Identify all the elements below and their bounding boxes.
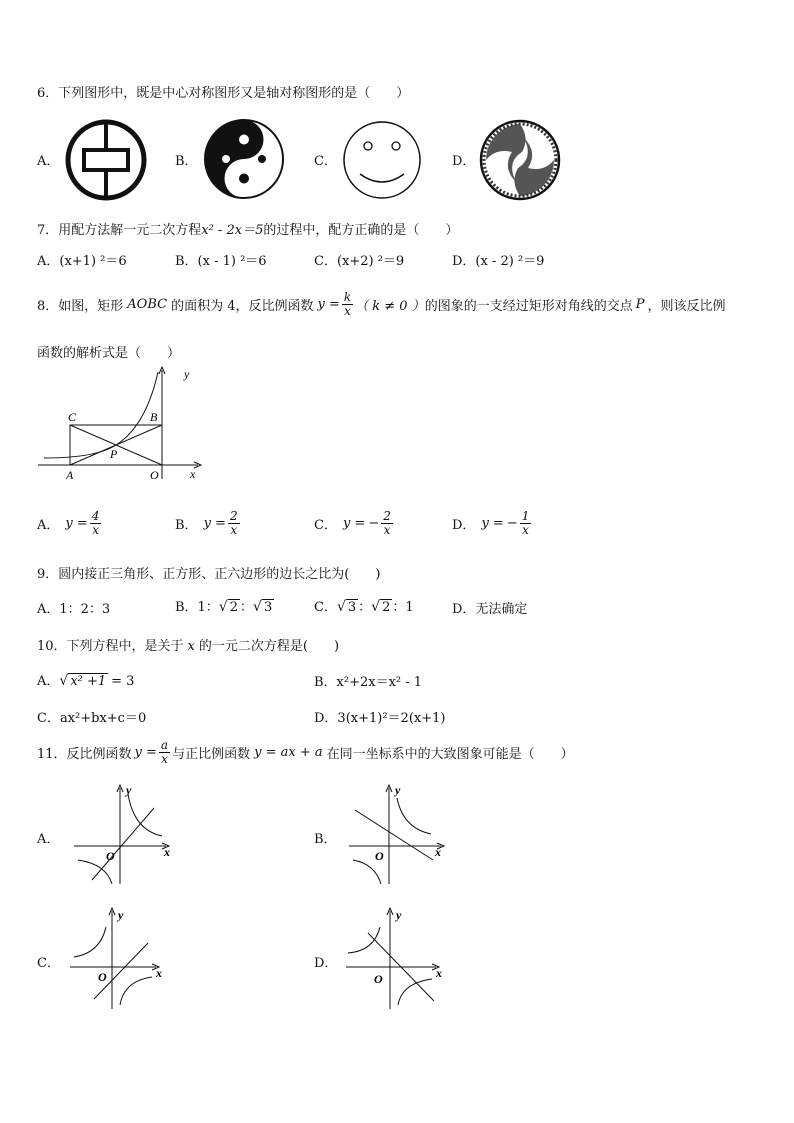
svg-text:O: O	[375, 849, 384, 863]
q7-option-a: A．(x+1) ²＝6	[37, 254, 127, 269]
q8-option-b: B． y = $\frac{2}{x}$	[175, 508, 238, 537]
q6-option-a-label: A．	[37, 154, 60, 169]
q11-graph-a	[70, 780, 185, 888]
q10-option-c: C．ax²+bx+c＝0	[37, 711, 147, 726]
q8-option-c: C． y = − $\frac{2}{x}$	[314, 508, 391, 537]
q6-option-d-label: D．	[452, 154, 476, 169]
svg-text:y: y	[396, 908, 402, 922]
svg-text:y: y	[126, 783, 132, 797]
swirl-logo-icon	[478, 118, 562, 202]
svg-text:x: x	[436, 966, 442, 980]
q11-graph-c	[64, 905, 179, 1013]
q6-option-b-label: B．	[175, 154, 198, 169]
q9-option-a: A．1：2：3	[37, 602, 111, 617]
q8-label-p: P	[110, 447, 118, 461]
q10-option-d: D．3(x+1)²＝2(x+1)	[314, 711, 446, 726]
q11-stem: 11．反比例函数 y = $\frac{a}{x}$ 与正比例函数 y = ax + a 在同一坐标系中的大致图象可能是（ ）	[37, 737, 574, 766]
q7-option-c: C．(x+2) ²＝9	[314, 254, 405, 269]
q8-label-y: y	[184, 367, 190, 381]
q8-figure	[36, 364, 208, 484]
svg-text:O: O	[374, 972, 383, 986]
q8-label-o: O	[150, 468, 159, 482]
q7-option-d: D．(x - 2) ²＝9	[452, 254, 545, 269]
q9-option-d: D．无法确定	[452, 602, 528, 617]
svg-text:y: y	[118, 908, 124, 922]
svg-text:x: x	[435, 845, 441, 859]
sqrt-icon: √	[371, 599, 381, 615]
q10-option-b: B．x²+2x＝x² - 1	[314, 675, 423, 690]
q7-option-b: B．(x - 1) ²＝6	[175, 254, 267, 269]
q11-option-a-label: A．	[37, 832, 60, 847]
q8-stem: 8．如图，矩形 AOBC 的面积为 4，反比例函数 y = $\frac{k}{x}$ （ k ≠ 0 ） 的图象的一支经过矩形对角线的交点 P ，则该反比例	[37, 289, 726, 318]
svg-text:y: y	[395, 783, 401, 797]
q9-option-c: C．√ 3 ：√ 2 ：1	[314, 599, 414, 615]
svg-text:O: O	[98, 970, 107, 984]
q8-label-b: B	[150, 410, 158, 424]
q9-stem: 9．圆内接正三角形、正方形、正六边形的边长之比为( )	[37, 567, 381, 582]
q11-option-c-label: C．	[37, 956, 60, 971]
svg-text:x: x	[156, 966, 162, 980]
sqrt-icon: √	[253, 599, 262, 615]
smiley-face-icon	[340, 118, 424, 202]
q8-rect-name: AOBC	[127, 296, 168, 312]
sqrt-icon: √	[218, 599, 228, 615]
q6-option-c-label: C．	[314, 154, 337, 169]
q8-label-c: C	[68, 410, 77, 424]
q9-option-b: B．1：√ 2 ：√ 3	[175, 599, 273, 615]
svg-text:O: O	[106, 849, 115, 863]
q11-option-b-label: B．	[314, 832, 337, 847]
yin-yang-icon	[202, 117, 286, 201]
q11-graph-b	[345, 780, 460, 888]
coin-glyph-icon	[64, 118, 148, 202]
q10-option-a: A．√ x² +1 = 3	[37, 673, 135, 689]
q8-option-a: A． y = $\frac{4}{x}$	[37, 508, 100, 537]
q7-equation: x² - 2x＝5	[201, 223, 264, 238]
q8-stem-line2: 函数的解析式是（ ）	[37, 346, 181, 361]
q11-option-d-label: D．	[314, 956, 338, 971]
sqrt-icon: √	[59, 673, 69, 689]
q10-stem: 10．下列方程中，是关于 x 的一元二次方程是( )	[37, 639, 340, 654]
q6-stem: 6．下列图形中，既是中心对称图形又是轴对称图形的是（ ）	[37, 86, 410, 101]
svg-text:x: x	[164, 845, 170, 859]
q11-graph-d	[340, 905, 455, 1013]
q8-function-fraction: $\frac{k}{x}$	[343, 289, 352, 318]
q8-label-x: x	[190, 467, 196, 481]
q8-option-d: D． y = − $\frac{1}{x}$	[452, 508, 530, 537]
q7-stem: 7．用配方法解一元二次方程x² - 2x＝5的过程中，配方正确的是（ ）	[37, 223, 459, 238]
q8-label-a: A	[66, 468, 74, 482]
sqrt-icon: √	[336, 599, 346, 615]
